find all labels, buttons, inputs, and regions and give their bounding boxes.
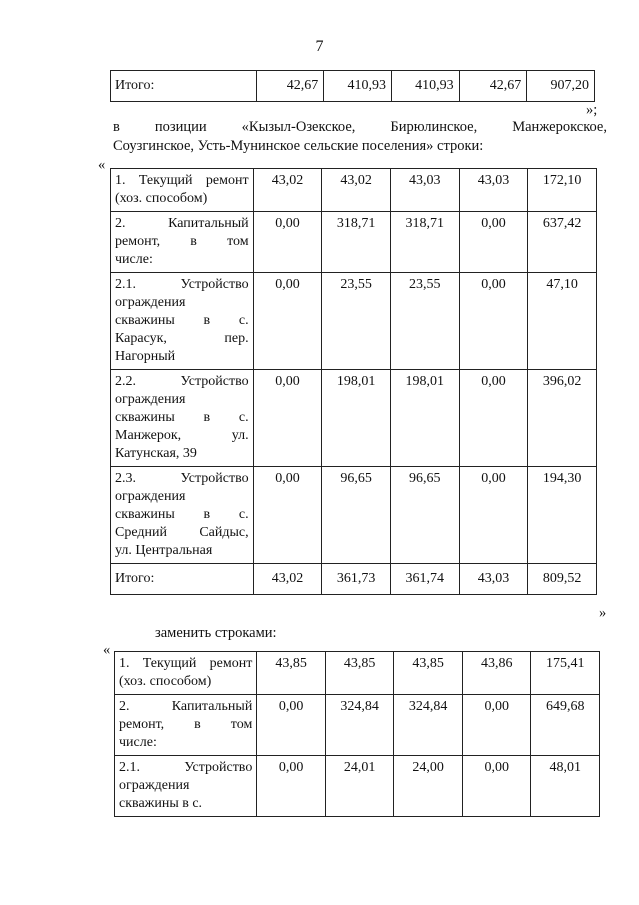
value-cell: 318,71 bbox=[390, 212, 459, 273]
closing-quote: » bbox=[599, 605, 607, 621]
label-line: скважины в с. bbox=[119, 796, 203, 811]
value-cell: 0,00 bbox=[459, 467, 528, 564]
label-line: 2. Капитальный bbox=[119, 699, 253, 714]
value-cell: 318,71 bbox=[322, 212, 391, 273]
value-cell: 43,02 bbox=[253, 564, 322, 595]
table-row bbox=[111, 370, 597, 467]
table-row bbox=[115, 695, 600, 756]
value-cell: 42,67 bbox=[459, 71, 527, 102]
label-line: 2.2. Устройство bbox=[115, 374, 249, 389]
label-line: Катунская, 39 bbox=[115, 446, 197, 461]
value-cell: 0,00 bbox=[459, 273, 528, 370]
label-line: ограждения bbox=[115, 392, 186, 407]
value-cell: 361,73 bbox=[322, 564, 391, 595]
table-row bbox=[111, 273, 597, 370]
label-line: Нагорный bbox=[115, 349, 176, 364]
top-table bbox=[110, 70, 595, 102]
value-cell: 0,00 bbox=[462, 695, 531, 756]
closing-quote: »; bbox=[586, 102, 598, 118]
label-line: 2.3. Устройство bbox=[115, 471, 249, 486]
label-line: ремонт, в том bbox=[119, 717, 253, 732]
value-cell: 907,20 bbox=[527, 71, 595, 102]
value-cell: 43,03 bbox=[390, 169, 459, 212]
value-cell: 24,01 bbox=[325, 756, 394, 817]
value-cell: 175,41 bbox=[531, 652, 600, 695]
value-cell: 43,85 bbox=[394, 652, 463, 695]
middle-table bbox=[110, 168, 597, 595]
value-cell: 23,55 bbox=[322, 273, 391, 370]
label-line: числе: bbox=[119, 735, 157, 750]
row-label bbox=[111, 370, 254, 467]
value-cell: 24,00 bbox=[394, 756, 463, 817]
value-cell: 0,00 bbox=[257, 695, 326, 756]
label-line: 2.1. Устройство bbox=[115, 277, 249, 292]
row-label bbox=[115, 756, 257, 817]
label-line: ограждения bbox=[115, 489, 186, 504]
label-line: (хоз. способом) bbox=[115, 191, 208, 206]
row-label: Итого: bbox=[111, 71, 257, 102]
label-line: 1. Текущий ремонт bbox=[115, 173, 249, 188]
label-line: 1. Текущий ремонт bbox=[119, 656, 253, 671]
label-line: ограждения bbox=[115, 295, 186, 310]
table-row bbox=[111, 467, 597, 564]
table-row bbox=[111, 212, 597, 273]
value-cell: 198,01 bbox=[322, 370, 391, 467]
label-line: Манжерок, ул. bbox=[115, 428, 249, 443]
label-line: ремонт, в том bbox=[115, 234, 249, 249]
label-line: скважины в с. bbox=[115, 507, 249, 522]
table-row bbox=[115, 652, 600, 695]
page-number: 7 bbox=[315, 38, 324, 55]
value-cell: 649,68 bbox=[531, 695, 600, 756]
bottom-table bbox=[114, 651, 600, 817]
table-row bbox=[115, 756, 600, 817]
row-label bbox=[111, 212, 254, 273]
label-line: (хоз. способом) bbox=[119, 674, 212, 689]
value-cell: 172,10 bbox=[528, 169, 597, 212]
label-line: скважины в с. bbox=[115, 313, 249, 328]
value-cell: 324,84 bbox=[325, 695, 394, 756]
opening-quote: « bbox=[98, 157, 106, 173]
row-label bbox=[115, 695, 257, 756]
value-cell: 43,86 bbox=[462, 652, 531, 695]
value-cell: 0,00 bbox=[253, 212, 322, 273]
table-row bbox=[111, 169, 597, 212]
label-line: Средний Сайдыс, bbox=[115, 525, 249, 540]
table-row bbox=[111, 564, 597, 595]
value-cell: 410,93 bbox=[324, 71, 392, 102]
label-line: Итого: bbox=[115, 571, 155, 586]
value-cell: 0,00 bbox=[257, 756, 326, 817]
value-cell: 0,00 bbox=[459, 212, 528, 273]
row-label bbox=[111, 273, 254, 370]
value-cell: 0,00 bbox=[253, 273, 322, 370]
value-cell: 198,01 bbox=[390, 370, 459, 467]
value-cell: 43,03 bbox=[459, 564, 528, 595]
value-cell: 637,42 bbox=[528, 212, 597, 273]
value-cell: 324,84 bbox=[394, 695, 463, 756]
label-line: 2. Капитальный bbox=[115, 216, 249, 231]
value-cell: 0,00 bbox=[459, 370, 528, 467]
row-label bbox=[115, 652, 257, 695]
value-cell: 0,00 bbox=[462, 756, 531, 817]
row-label bbox=[111, 564, 254, 595]
value-cell: 194,30 bbox=[528, 467, 597, 564]
value-cell: 410,93 bbox=[391, 71, 459, 102]
value-cell: 43,85 bbox=[257, 652, 326, 695]
label-line: скважины в с. bbox=[115, 410, 249, 425]
label-line: ограждения bbox=[119, 778, 190, 793]
value-cell: 42,67 bbox=[256, 71, 324, 102]
label-line: 2.1. Устройство bbox=[119, 760, 253, 775]
value-cell: 43,85 bbox=[325, 652, 394, 695]
value-cell: 43,02 bbox=[322, 169, 391, 212]
value-cell: 809,52 bbox=[528, 564, 597, 595]
value-cell: 43,03 bbox=[459, 169, 528, 212]
value-cell: 0,00 bbox=[253, 370, 322, 467]
value-cell: 96,65 bbox=[390, 467, 459, 564]
value-cell: 96,65 bbox=[322, 467, 391, 564]
replace-instruction: заменить строками: bbox=[155, 625, 277, 641]
label-line: числе: bbox=[115, 252, 153, 267]
value-cell: 361,74 bbox=[390, 564, 459, 595]
value-cell: 396,02 bbox=[528, 370, 597, 467]
label-line: Карасук, пер. bbox=[115, 331, 249, 346]
table-row bbox=[111, 71, 595, 102]
row-label bbox=[111, 169, 254, 212]
label-line: ул. Центральная bbox=[115, 543, 213, 558]
paragraph-line: в позиции «Кызыл-Озекское, Бирюлинское, Манжерокское, bbox=[113, 119, 607, 135]
value-cell: 0,00 bbox=[253, 467, 322, 564]
value-cell: 23,55 bbox=[390, 273, 459, 370]
value-cell: 48,01 bbox=[531, 756, 600, 817]
paragraph-line: Соузгинское, Усть-Мунинское сельские поселения» строки: bbox=[113, 138, 484, 154]
value-cell: 47,10 bbox=[528, 273, 597, 370]
opening-quote: « bbox=[103, 642, 111, 658]
row-label bbox=[111, 467, 254, 564]
value-cell: 43,02 bbox=[253, 169, 322, 212]
